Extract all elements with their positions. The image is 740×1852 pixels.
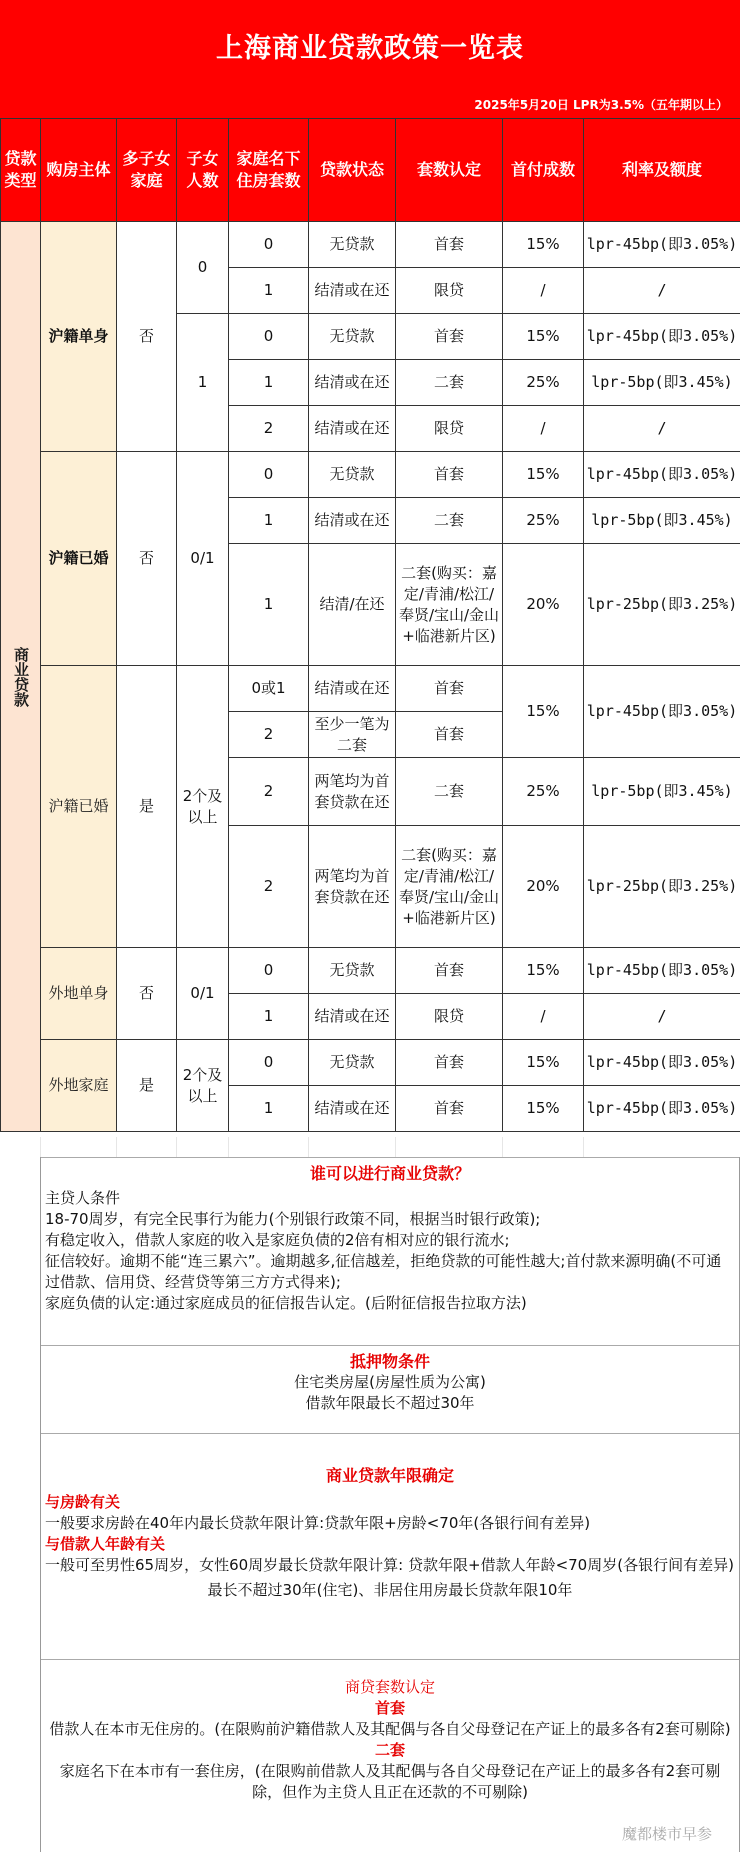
eligibility-title: 谁可以进行商业贷款？ (309, 1164, 470, 1183)
status-cell: 无贷款 (309, 1040, 396, 1086)
count-block (41, 1677, 739, 1803)
house-age-rule: 一般要求房龄在40年内最长贷款年限计算:贷款年限+房龄<70年(各银行间有差异) (45, 1514, 591, 1532)
watermark: 魔都楼市早参 (621, 1825, 712, 1843)
grid-line (116, 1137, 117, 1157)
collateral-title: 抵押物条件 (349, 1352, 430, 1371)
loan-policy-table (0, 118, 740, 1132)
houses-cell: 0或1 (229, 666, 309, 712)
houses-cell: 1 (229, 360, 309, 406)
down-payment-cell: 15% (503, 314, 584, 360)
rate-cell: / (584, 994, 740, 1040)
status-cell: 结清或在还 (309, 1086, 396, 1132)
status-cell: 无贷款 (309, 314, 396, 360)
children-cell: 0 (177, 222, 229, 314)
first-home-text: 借款人在本市无住房的。(在限购前沪籍借款人及其配偶与各自父母登记在产证上的最多各有2套可剔除) (49, 1720, 731, 1738)
eligibility-block (41, 1163, 739, 1314)
status-cell: 无贷款 (309, 452, 396, 498)
down-payment-cell: / (503, 406, 584, 452)
rate-cell: lpr-5bp(即3.45%) (584, 360, 740, 406)
collateral-block (41, 1351, 739, 1414)
divider (41, 1433, 739, 1434)
eligibility-line: 18-70周岁，有完全民事行为能力(个别银行政策不同，根据当时银行政策); (45, 1210, 541, 1228)
recognition-cell: 限贷 (396, 994, 503, 1040)
down-payment-cell: 15% (503, 666, 584, 758)
recognition-cell: 首套 (396, 666, 503, 712)
col-buyer: 购房主体 (41, 119, 117, 222)
recognition-cell: 限贷 (396, 268, 503, 314)
col-down-payment: 首付成数 (503, 119, 584, 222)
status-cell: 两笔均为首套贷款在还 (309, 826, 396, 948)
loan-type-cell: 商业贷款 (1, 222, 41, 1132)
rate-cell: lpr-45bp(即3.05%) (584, 666, 740, 758)
down-payment-cell: 15% (503, 1040, 584, 1086)
down-payment-cell: 20% (503, 544, 584, 666)
multi-child-cell: 是 (117, 666, 177, 948)
divider (41, 1157, 739, 1158)
table-row (1, 666, 740, 712)
houses-cell: 1 (229, 994, 309, 1040)
houses-cell: 0 (229, 1040, 309, 1086)
status-cell: 无贷款 (309, 222, 396, 268)
status-cell: 至少一笔为二套 (309, 712, 396, 758)
table-row (1, 1040, 740, 1086)
houses-cell: 1 (229, 498, 309, 544)
grid-line (40, 1137, 41, 1157)
buyer-cell: 沪籍已婚 (41, 666, 117, 948)
down-payment-cell: 15% (503, 948, 584, 994)
loan-term-title: 商业贷款年限确定 (325, 1466, 454, 1485)
rate-cell: lpr-45bp(即3.05%) (584, 948, 740, 994)
col-children: 子女人数 (177, 119, 229, 222)
status-cell: 结清或在还 (309, 406, 396, 452)
houses-cell: 1 (229, 268, 309, 314)
down-payment-cell: 25% (503, 758, 584, 826)
buyer-cell: 外地家庭 (41, 1040, 117, 1132)
collateral-line: 借款年限最长不超过30年 (305, 1394, 475, 1412)
down-payment-cell: / (503, 994, 584, 1040)
status-cell: 结清或在还 (309, 666, 396, 712)
children-cell: 2个及以上 (177, 666, 229, 948)
houses-cell: 2 (229, 406, 309, 452)
divider (41, 1345, 739, 1346)
recognition-cell: 二套 (396, 758, 503, 826)
divider (41, 1659, 739, 1660)
first-home-title: 首套 (374, 1699, 405, 1717)
recognition-cell: 限贷 (396, 406, 503, 452)
houses-cell: 2 (229, 826, 309, 948)
houses-cell: 0 (229, 452, 309, 498)
status-cell: 结清或在还 (309, 268, 396, 314)
status-cell: 结清或在还 (309, 498, 396, 544)
status-cell: 结清/在还 (309, 544, 396, 666)
table-header-row (1, 119, 740, 222)
house-age-subtitle: 与房龄有关 (45, 1493, 121, 1511)
recognition-cell: 首套 (396, 712, 503, 758)
multi-child-cell: 否 (117, 948, 177, 1040)
recognition-cell: 二套 (396, 498, 503, 544)
rate-cell: lpr-45bp(即3.05%) (584, 314, 740, 360)
rate-cell: lpr-45bp(即3.05%) (584, 1040, 740, 1086)
recognition-cell: 二套(购买：嘉定/青浦/松江/奉贤/宝山/金山+临港新片区) (396, 826, 503, 948)
rate-cell: / (584, 406, 740, 452)
status-cell: 两笔均为首套贷款在还 (309, 758, 396, 826)
col-recognition: 套数认定 (396, 119, 503, 222)
down-payment-cell: 25% (503, 498, 584, 544)
recognition-cell: 二套(购买：嘉定/青浦/松江/奉贤/宝山/金山+临港新片区) (396, 544, 503, 666)
collateral-line: 住宅类房屋(房屋性质为公寓) (294, 1373, 486, 1391)
borrower-age-subtitle: 与借款人年龄有关 (45, 1535, 166, 1553)
status-cell: 无贷款 (309, 948, 396, 994)
recognition-cell: 首套 (396, 948, 503, 994)
houses-cell: 2 (229, 712, 309, 758)
info-section (40, 1157, 740, 1852)
down-payment-cell: 20% (503, 826, 584, 948)
col-multi-child: 多子女家庭 (117, 119, 177, 222)
status-cell: 结清或在还 (309, 994, 396, 1040)
table-row (1, 948, 740, 994)
children-cell: 0/1 (177, 948, 229, 1040)
second-home-title: 二套 (374, 1741, 405, 1759)
down-payment-cell: 25% (503, 360, 584, 406)
grid-line (583, 1137, 584, 1157)
col-houses: 家庭名下住房套数 (229, 119, 309, 222)
grid-line (395, 1137, 396, 1157)
col-rate: 利率及额度 (584, 119, 740, 222)
recognition-cell: 二套 (396, 360, 503, 406)
houses-cell: 0 (229, 314, 309, 360)
eligibility-line: 有稳定收入，借款人家庭的收入是家庭负债的2倍有相对应的银行流水; (45, 1231, 510, 1249)
rate-cell: lpr-25bp(即3.25%) (584, 544, 740, 666)
table-row (1, 452, 740, 498)
buyer-cell: 外地单身 (41, 948, 117, 1040)
rate-cell: lpr-45bp(即3.05%) (584, 222, 740, 268)
max-term-rule: 最长不超过30年(住宅)、非居住用房最长贷款年限10年 (207, 1581, 573, 1599)
recognition-cell: 首套 (396, 452, 503, 498)
houses-cell: 1 (229, 1086, 309, 1132)
borrower-age-rule: 一般可至男性65周岁，女性60周岁最长贷款年限计算: 贷款年限+借款人年龄<70周岁(各银行间有差异) (45, 1556, 734, 1574)
children-cell: 0/1 (177, 452, 229, 666)
rate-cell: lpr-5bp(即3.45%) (584, 758, 740, 826)
buyer-cell: 沪籍已婚 (41, 452, 117, 666)
title-banner (0, 0, 740, 119)
rate-cell: lpr-45bp(即3.05%) (584, 452, 740, 498)
status-cell: 结清或在还 (309, 360, 396, 406)
col-status: 贷款状态 (309, 119, 396, 222)
eligibility-line: 征信较好。逾期不能“连三累六”。逾期越多,征信越差，拒绝贷款的可能性越大;首付款来源明确(不可通过借款、信用贷、经营贷等第三方方式得来); (45, 1252, 722, 1291)
recognition-cell: 首套 (396, 1040, 503, 1086)
children-cell: 1 (177, 314, 229, 452)
down-payment-cell: 15% (503, 1086, 584, 1132)
multi-child-cell: 是 (117, 1040, 177, 1132)
down-payment-cell: / (503, 268, 584, 314)
loan-term-block (41, 1465, 739, 1601)
houses-cell: 0 (229, 222, 309, 268)
count-title: 商贷套数认定 (344, 1678, 435, 1696)
col-loan-type: 贷款类型 (1, 119, 41, 222)
grid-line (502, 1137, 503, 1157)
eligibility-line: 家庭负债的认定:通过家庭成员的征信报告认定。(后附征信报告拉取方法) (45, 1294, 527, 1312)
children-cell: 2个及以上 (177, 1040, 229, 1132)
buyer-cell: 沪籍单身 (41, 222, 117, 452)
houses-cell: 2 (229, 758, 309, 826)
eligibility-line: 主贷人条件 (45, 1189, 121, 1207)
down-payment-cell: 15% (503, 452, 584, 498)
recognition-cell: 首套 (396, 1086, 503, 1132)
table-row (1, 222, 740, 268)
recognition-cell: 首套 (396, 314, 503, 360)
grid-line (228, 1137, 229, 1157)
multi-child-cell: 否 (117, 222, 177, 452)
rate-cell: lpr-25bp(即3.25%) (584, 826, 740, 948)
down-payment-cell: 15% (503, 222, 584, 268)
multi-child-cell: 否 (117, 452, 177, 666)
grid-line (308, 1137, 309, 1157)
lpr-note: 2025年5月20日 LPR为3.5%（五年期以上） (474, 98, 728, 112)
rate-cell: lpr-45bp(即3.05%) (584, 1086, 740, 1132)
rate-cell: lpr-5bp(即3.45%) (584, 498, 740, 544)
recognition-cell: 首套 (396, 222, 503, 268)
grid-line (176, 1137, 177, 1157)
page-title: 上海商业贷款政策一览表 (216, 33, 524, 64)
houses-cell: 0 (229, 948, 309, 994)
houses-cell: 1 (229, 544, 309, 666)
rate-cell: / (584, 268, 740, 314)
second-home-text: 家庭名下在本市有一套住房，(在限购前借款人及其配偶与各自父母登记在产证上的最多各有2套可剔除，但作为主贷人且正在还款的不可剔除) (59, 1762, 721, 1801)
